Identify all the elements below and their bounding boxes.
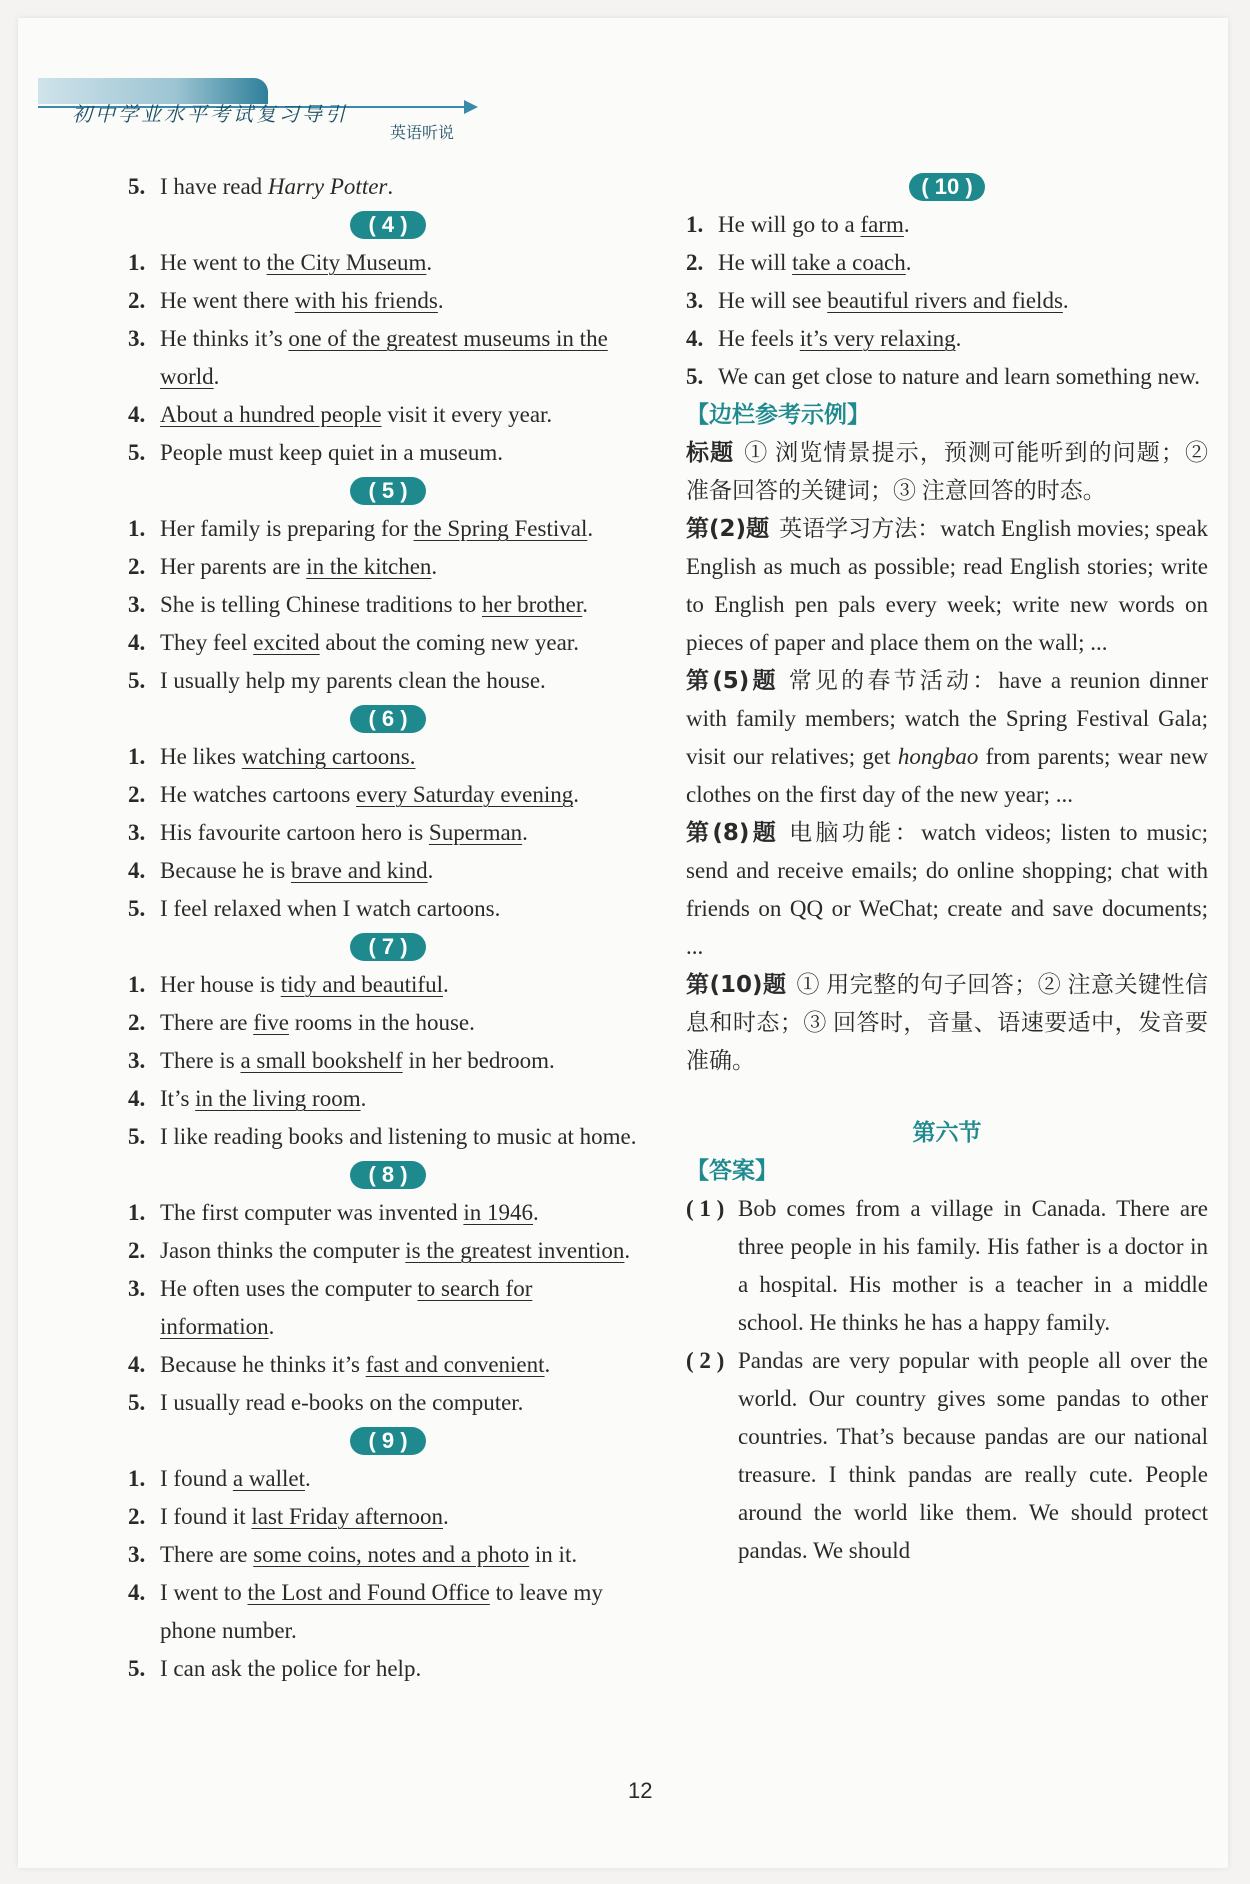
answer-number: ( 1 ) bbox=[686, 1196, 725, 1221]
item-text: He often uses the computer to search for information. bbox=[160, 1276, 533, 1339]
section-badge-row bbox=[128, 928, 648, 966]
note-label: 第(5)题 bbox=[686, 668, 779, 694]
list-item bbox=[686, 358, 1208, 396]
section-badge: ( 7 ) bbox=[350, 933, 426, 961]
answer-underline: take a coach bbox=[792, 250, 906, 275]
item-text: There are some coins, notes and a photo in it. bbox=[160, 1542, 578, 1567]
list-item bbox=[686, 282, 1208, 320]
answer-heading: 【答案】 bbox=[686, 1158, 778, 1184]
item-text: We can get close to nature and learn something new. bbox=[718, 364, 1201, 389]
answer-underline: fast and convenient bbox=[365, 1352, 545, 1377]
answer-underline: to search for information bbox=[160, 1276, 533, 1339]
item-text: He will take a coach. bbox=[718, 250, 912, 275]
sidebar-note: 第(2)题 英语学习方法：watch English movies; speak English as much as possible; read English stories; write to English pen pals every week; write new words on pieces of paper and place them on the wall; ... bbox=[686, 516, 1208, 655]
book-subtitle: 英语听说 bbox=[390, 125, 455, 142]
section-badge-row bbox=[128, 700, 648, 738]
left-sections bbox=[128, 206, 648, 1688]
section-badge: ( 5 ) bbox=[350, 477, 426, 505]
section-badge-row bbox=[686, 168, 1208, 206]
item-text: They feel excited about the coming new year. bbox=[160, 630, 579, 655]
answer-underline: five bbox=[253, 1010, 289, 1035]
item-text: The first computer was invented in 1946. bbox=[160, 1200, 539, 1225]
list-item bbox=[128, 320, 648, 396]
section-badge-row bbox=[128, 206, 648, 244]
item-number: 5. bbox=[128, 440, 146, 465]
sidebar-heading: 【边栏参考示例】 bbox=[686, 402, 870, 428]
item-text: He will see beautiful rivers and fields. bbox=[718, 288, 1069, 313]
item-text: It’s in the living room. bbox=[160, 1086, 367, 1111]
left-column bbox=[128, 168, 648, 1688]
item-number: 4. bbox=[128, 1352, 146, 1377]
list-item: 5. I have read Harry Potter. bbox=[128, 174, 394, 199]
list-item bbox=[128, 244, 648, 282]
answer-underline: in 1946 bbox=[463, 1200, 534, 1225]
section-badge: ( 10 ) bbox=[909, 173, 985, 201]
item-text: Her house is tidy and beautiful. bbox=[160, 972, 449, 997]
answer-underline: farm bbox=[860, 212, 904, 237]
item-text: He went to the City Museum. bbox=[160, 250, 433, 275]
book-title-italic: Harry Potter bbox=[267, 174, 388, 199]
answer-underline: beautiful rivers and fields bbox=[827, 288, 1063, 313]
answer-underline: in the living room bbox=[195, 1086, 361, 1111]
item-text: She is telling Chinese traditions to her brother. bbox=[160, 592, 588, 617]
item-number: 3. bbox=[128, 820, 146, 845]
answer-underline: watching cartoons. bbox=[241, 744, 416, 769]
note-label: 第(10)题 bbox=[686, 972, 787, 998]
list-item bbox=[128, 434, 648, 472]
item-number: 5. bbox=[128, 896, 146, 921]
answer-underline: every Saturday evening bbox=[356, 782, 574, 807]
list-item bbox=[128, 852, 648, 890]
item-text: I found it last Friday afternoon. bbox=[160, 1504, 449, 1529]
item-text: I like reading books and listening to music at home. bbox=[160, 1124, 637, 1149]
section-badge-row bbox=[128, 472, 648, 510]
item-text: He watches cartoons every Saturday evening. bbox=[160, 782, 579, 807]
list-item bbox=[128, 890, 648, 928]
item-text: Her family is preparing for the Spring Festival. bbox=[160, 516, 594, 541]
item-text: He likes watching cartoons. bbox=[160, 744, 416, 769]
answer-underline: brave and kind bbox=[290, 858, 428, 883]
answer-text: Bob comes from a village in Canada. There are three people in his family. His father is a doctor in a hospital. His mother is a teacher in a middle school. He thinks he has a happy family. bbox=[738, 1196, 1208, 1335]
answer-underline: Superman bbox=[428, 820, 523, 845]
list-item bbox=[128, 396, 648, 434]
list-item bbox=[128, 1194, 648, 1232]
sidebar-note: 标题 ① 浏览情景提示，预测可能听到的问题；② 准备回答的关键词；③ 注意回答的时态。 bbox=[686, 440, 1209, 503]
item-number: 1. bbox=[128, 1200, 146, 1225]
list-item bbox=[128, 966, 648, 1004]
book-title: 初中学业水平考试复习导引 bbox=[72, 104, 348, 126]
item-number: 4. bbox=[128, 1580, 146, 1605]
answer-underline: the Spring Festival bbox=[413, 516, 588, 541]
answer-underline: tidy and beautiful bbox=[280, 972, 443, 997]
list-item bbox=[128, 1232, 648, 1270]
item-number: 5. bbox=[686, 364, 704, 389]
answer-underline: one of the greatest museums in the world bbox=[160, 326, 608, 389]
answer-underline: About a hundred people bbox=[160, 402, 382, 427]
list-item bbox=[128, 1118, 648, 1156]
item-number: 4. bbox=[128, 1086, 146, 1111]
answer-number: ( 2 ) bbox=[686, 1348, 725, 1373]
item-text: I went to the Lost and Found Office to leave my phone number. bbox=[160, 1580, 603, 1643]
list-item bbox=[128, 1042, 648, 1080]
list-item bbox=[128, 510, 648, 548]
item-text: I feel relaxed when I watch cartoons. bbox=[160, 896, 501, 921]
sidebar-notes bbox=[686, 434, 1208, 1080]
item-number: 1. bbox=[128, 1466, 146, 1491]
right-column bbox=[686, 168, 1208, 1570]
list-item bbox=[128, 1384, 648, 1422]
item-text: He thinks it’s one of the greatest museums in the world. bbox=[160, 326, 608, 389]
answer-underline: is the greatest invention bbox=[405, 1238, 625, 1263]
list-item bbox=[128, 1574, 648, 1650]
section-title: 第六节 bbox=[912, 1120, 982, 1146]
item-number: 4. bbox=[686, 326, 704, 351]
item-number: 4. bbox=[128, 630, 146, 655]
list-item bbox=[128, 738, 648, 776]
item-number: 1. bbox=[128, 972, 146, 997]
answer-underline: with his friends bbox=[294, 288, 438, 313]
section-badge: ( 9 ) bbox=[350, 1427, 426, 1455]
answer-underline: some coins, notes and a photo bbox=[253, 1542, 530, 1567]
item-number: 5. bbox=[128, 1656, 146, 1681]
item-number: 2. bbox=[128, 554, 146, 579]
section-10 bbox=[686, 168, 1208, 396]
item-number: 2. bbox=[128, 1504, 146, 1529]
item-text: Because he thinks it’s fast and convenient. bbox=[160, 1352, 551, 1377]
item-text: Because he is brave and kind. bbox=[160, 858, 434, 883]
answer-underline: a wallet bbox=[232, 1466, 305, 1491]
list-item bbox=[128, 1498, 648, 1536]
item-text: His favourite cartoon hero is Superman. bbox=[160, 820, 528, 845]
page-header bbox=[38, 58, 498, 142]
section-badge: ( 8 ) bbox=[350, 1161, 426, 1189]
item-number: 5. bbox=[128, 668, 146, 693]
item-number: 3. bbox=[128, 326, 146, 351]
page-number: 12 bbox=[628, 1778, 653, 1803]
item-number: 2. bbox=[686, 250, 704, 275]
answer-underline: last Friday afternoon bbox=[251, 1504, 443, 1529]
list-item bbox=[128, 1270, 648, 1346]
header-arrow-icon bbox=[464, 100, 478, 114]
item-text: He will go to a farm. bbox=[718, 212, 910, 237]
item-number: 2. bbox=[128, 782, 146, 807]
answer-underline: her brother bbox=[481, 592, 583, 617]
list-item bbox=[128, 1460, 648, 1498]
item-number: 2. bbox=[128, 288, 146, 313]
answer-underline: a small bookshelf bbox=[240, 1048, 403, 1073]
item-text: He feels it’s very relaxing. bbox=[718, 326, 962, 351]
item-text: There are five rooms in the house. bbox=[160, 1010, 475, 1035]
item-text: I usually read e-books on the computer. bbox=[160, 1390, 524, 1415]
item-number: 4. bbox=[128, 858, 146, 883]
item-number: 4. bbox=[128, 402, 146, 427]
list-item bbox=[128, 624, 648, 662]
section-badge: ( 4 ) bbox=[350, 211, 426, 239]
answer-text: Pandas are very popular with people all over the world. Our country gives some pandas to other countries. That’s because pandas are our national treasure. I think pandas are really cute. People around the world like them. We should protect pandas. We should bbox=[738, 1348, 1208, 1563]
answer-underline: the Lost and Found Office bbox=[247, 1580, 490, 1605]
item-number: 5. bbox=[128, 1124, 146, 1149]
item-text: There is a small bookshelf in her bedroom. bbox=[160, 1048, 555, 1073]
section-badge: ( 6 ) bbox=[350, 705, 426, 733]
list-item bbox=[128, 1004, 648, 1042]
item-text: I found a wallet. bbox=[160, 1466, 311, 1491]
item-text: I usually help my parents clean the house. bbox=[160, 668, 546, 693]
list-item bbox=[128, 548, 648, 586]
item-number: 1. bbox=[128, 744, 146, 769]
list-item bbox=[128, 662, 648, 700]
answer-underline: it’s very relaxing bbox=[799, 326, 956, 351]
note-italic: hongbao bbox=[897, 744, 979, 769]
list-item bbox=[686, 244, 1208, 282]
item-number: 1. bbox=[128, 250, 146, 275]
answer-item bbox=[686, 1190, 1208, 1342]
item-number: 3. bbox=[128, 1276, 146, 1301]
item-text: About a hundred people visit it every year. bbox=[160, 402, 553, 427]
item-number: 3. bbox=[686, 288, 704, 313]
answer-underline: in the kitchen bbox=[306, 554, 432, 579]
list-item bbox=[686, 206, 1208, 244]
note-label: 第(2)题 bbox=[686, 516, 770, 542]
list-item bbox=[128, 1650, 648, 1688]
section-badge-row bbox=[128, 1156, 648, 1194]
sidebar-note: 第(8)题 电脑功能：watch videos; listen to music; send and receive emails; do online shopping; chat with friends on QQ or WeChat; create and save documents; ... bbox=[686, 820, 1208, 959]
item-text: He went there with his friends. bbox=[160, 288, 444, 313]
item-number: 1. bbox=[686, 212, 704, 237]
item-number: 3. bbox=[128, 1542, 146, 1567]
list-item bbox=[128, 282, 648, 320]
sidebar-note: 第(5)题 常见的春节活动：have a reunion dinner with family members; watch the Spring Festival Gala; visit our relatives; get hongbao from parents; wear new clothes on the first day of the new year; ... bbox=[686, 668, 1208, 807]
list-item bbox=[128, 776, 648, 814]
answer-underline: the City Museum bbox=[266, 250, 427, 275]
item-number: 1. bbox=[128, 516, 146, 541]
item-number: 2. bbox=[128, 1010, 146, 1035]
answer-list bbox=[686, 1190, 1208, 1570]
note-label: 标题 bbox=[686, 440, 735, 466]
answer-underline: excited bbox=[253, 630, 320, 655]
sidebar-note: 第(10)题 ① 用完整的句子回答；② 注意关键性信息和时态；③ 回答时，音量、语速要适中，发音要准确。 bbox=[686, 972, 1209, 1073]
section-badge-row bbox=[128, 1422, 648, 1460]
item-number: 3. bbox=[128, 592, 146, 617]
list-item bbox=[128, 1346, 648, 1384]
list-item bbox=[686, 320, 1208, 358]
item-text: Her parents are in the kitchen. bbox=[160, 554, 438, 579]
item-number: 5. bbox=[128, 1390, 146, 1415]
list-item bbox=[128, 586, 648, 624]
page bbox=[18, 18, 1228, 1868]
item-text: I can ask the police for help. bbox=[160, 1656, 422, 1681]
list-item bbox=[128, 814, 648, 852]
note-label: 第(8)题 bbox=[686, 820, 780, 846]
answer-item bbox=[686, 1342, 1208, 1570]
item-number: 2. bbox=[128, 1238, 146, 1263]
item-text: People must keep quiet in a museum. bbox=[160, 440, 504, 465]
list-item bbox=[128, 1080, 648, 1118]
list-item bbox=[128, 1536, 648, 1574]
item-text: Jason thinks the computer is the greatest invention. bbox=[160, 1238, 631, 1263]
item-number: 3. bbox=[128, 1048, 146, 1073]
